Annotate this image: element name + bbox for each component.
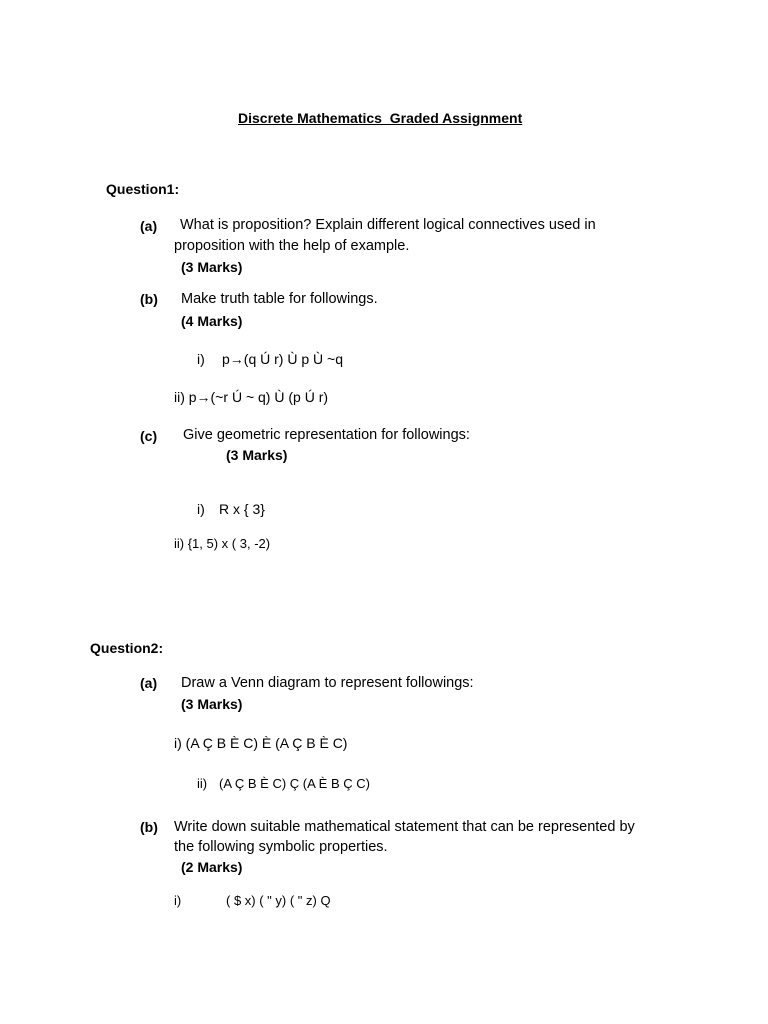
q2b-text-line2: the following symbolic properties.	[174, 839, 388, 855]
q1b-marks: (4 Marks)	[181, 313, 243, 329]
question1-heading: Question1:	[106, 181, 180, 197]
q1c-item1-expression: R x { 3}	[219, 501, 265, 517]
q1a-label: (a)	[140, 218, 158, 234]
q2b-item1-expression: ( $ x) ( " y) ( " z) Q	[226, 893, 331, 908]
q1b-text: Make truth table for followings.	[181, 291, 378, 307]
q1b-label: (b)	[140, 291, 158, 307]
q1c-item1-number: i)	[197, 501, 205, 517]
q2b-item1-number: i)	[174, 893, 182, 908]
q1b-item2: ii) p→(~r Ú ~ q) Ù (p Ú r)	[174, 389, 329, 405]
q2b-text-line1: Write down suitable mathematical statement that can be represented by	[174, 819, 635, 835]
q1a-text-line2: proposition with the help of example.	[174, 238, 410, 254]
q2a-item2-expression: (A Ç B È C) Ç (A È B Ç C)	[219, 776, 370, 791]
q1a-marks: (3 Marks)	[181, 259, 243, 275]
q2a-label: (a)	[140, 675, 158, 691]
q1c-marks: (3 Marks)	[226, 447, 288, 463]
q2b-label: (b)	[140, 819, 158, 835]
q1c-label: (c)	[140, 428, 158, 444]
page-title: Discrete Mathematics_Graded Assignment	[238, 110, 523, 126]
q2a-item1: i) (A Ç B È C) È (A Ç B È C)	[174, 735, 348, 751]
q1b-item1-number: i)	[197, 351, 205, 367]
q2a-item2-number: ii)	[197, 776, 208, 791]
q2b-marks: (2 Marks)	[181, 859, 243, 875]
q1b-item1-expression: p→(q Ú r) Ù p Ù ~q	[222, 351, 343, 367]
q1a-text-line1: What is proposition? Explain different logical connectives used in	[180, 217, 596, 233]
q1c-text: Give geometric representation for followings:	[183, 427, 470, 443]
q1c-item2: ii) {1, 5) x ( 3, -2)	[174, 536, 271, 551]
question2-heading: Question2:	[90, 640, 164, 656]
q2a-marks: (3 Marks)	[181, 696, 243, 712]
q2a-text: Draw a Venn diagram to represent followings:	[181, 675, 474, 691]
